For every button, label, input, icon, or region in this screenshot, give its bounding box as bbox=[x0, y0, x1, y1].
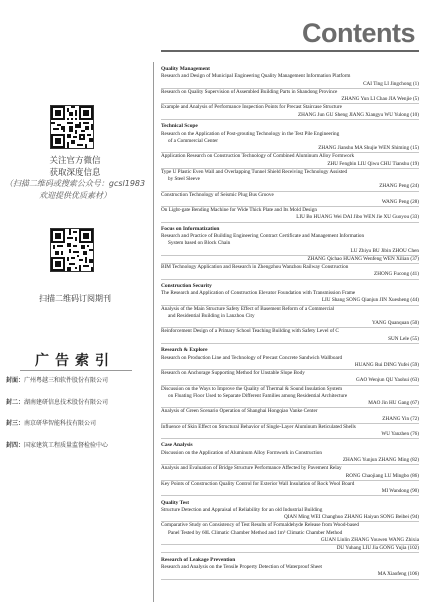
toc-entry bbox=[161, 207, 419, 223]
toc-entry-authors: MI Wandong (90) bbox=[161, 488, 419, 496]
toc-entry bbox=[161, 370, 419, 386]
wechat-qr-code bbox=[50, 105, 94, 149]
toc-entry bbox=[161, 450, 419, 466]
toc-section-title: Research & Explore bbox=[161, 347, 208, 354]
toc-entry-title: by Steel Sleeve bbox=[168, 176, 200, 182]
toc-entry-title: Panel Tested by 60L Climatic Chamber Method and 1m³ Climatic Chamber Method bbox=[168, 529, 343, 536]
toc-entry-authors: HUANG Rui DING Yufei (59) bbox=[161, 362, 419, 370]
toc-entry-title: Key Points of Construction Quality Control for Exterior Wall Insulation of Rock Wool Board bbox=[161, 480, 355, 487]
toc-entry-title: Analysis and Evaluation of Bridge Structure Performance Affected by Pavement Relay bbox=[161, 465, 342, 472]
ad-index-title: 广告索引 bbox=[35, 353, 115, 369]
ad-entry bbox=[6, 418, 152, 440]
toc-entry-authors: LU Zhiyu BU Jibin ZHOU Chen bbox=[161, 248, 419, 256]
toc-entry-authors: GAO Wenjun QU Yaohui (63) bbox=[161, 377, 419, 385]
ad-company: 南京研华智能科技有限公司 bbox=[24, 420, 97, 427]
toc-entry bbox=[161, 131, 419, 154]
toc-entry-title: Application Research on Construction Technology of Combined Aluminum Alloy Formwork bbox=[161, 153, 355, 160]
ad-index-divider bbox=[20, 370, 132, 371]
toc-entry-title: On Light-gate Bending Machine for Wide Thick Plate and Its Mold Design bbox=[161, 207, 317, 213]
toc-entry bbox=[161, 169, 419, 192]
toc-entry-title: on Floating Floor Used to Separate Different Families among Residential Architecture bbox=[168, 392, 348, 399]
toc-entry bbox=[161, 290, 419, 306]
toc-entry bbox=[161, 507, 419, 523]
toc-section-title: Quality Management bbox=[161, 66, 210, 72]
ad-entry bbox=[6, 440, 152, 462]
toc-entry bbox=[161, 481, 419, 497]
toc-entry-title: Construction Technology of Seismic Plug Bus Groove bbox=[161, 191, 274, 198]
toc-entry bbox=[161, 264, 419, 280]
toc-entry bbox=[161, 424, 419, 440]
toc-entry-title: Analysis of the Main Structure Safety Effect of Basement Reform of a Commercial bbox=[161, 305, 335, 312]
toc-section-title: Case Analysis bbox=[161, 442, 193, 449]
column-divider bbox=[153, 62, 154, 602]
toc-entry-authors: QIAN Ming WEI Changhuo ZHANG Haiyan SONG Beibei (94) bbox=[161, 514, 419, 522]
toc-entry-title: Research and Analysis on the Tensile Property Detection of Waterproof Sheet bbox=[161, 564, 322, 571]
left-sidebar bbox=[0, 0, 150, 609]
ad-company: 广州粤越三和软件股份有限公司 bbox=[24, 377, 109, 384]
toc-entry-title: Structure Detection and Appraisal of Reliability for an old Industrial Building bbox=[161, 506, 323, 513]
toc-entry-authors: ZHANG Yunjun ZHANG Ming (82) bbox=[161, 457, 419, 465]
ad-entry bbox=[6, 397, 152, 419]
toc-entry-authors: ZHANG Jianshu MA Shujie WEN Shiming (15) bbox=[161, 145, 419, 153]
toc-entry-title: Type U Plastic Even Wall and Overlapping Tunnel Shield Receiving Technology Assisted bbox=[161, 168, 348, 175]
toc-entry-authors: ZHANG Jun GU Sheng JIANG Xiangyu WU Yulong (10) bbox=[161, 112, 419, 120]
toc-entry bbox=[161, 328, 419, 344]
toc-entry-authors: GUAN Linlin ZHANG Youwen WANG Zhixia bbox=[161, 537, 419, 545]
toc-entry bbox=[161, 104, 419, 120]
toc-entry-title: Discussion on the Application of Aluminum Alloy Formwork in Construction bbox=[161, 449, 322, 456]
toc-entry-authors: CAI Ting LI Jingchong (1) bbox=[161, 81, 419, 89]
toc-entry bbox=[161, 192, 419, 208]
toc-entry-title: Example and Analysis of Performance Inspection Points for Precast Staircase Structure bbox=[161, 104, 342, 111]
toc-entry-authors: ZHANG Yun LI Chao JIA Wenjie (5) bbox=[161, 96, 419, 104]
table-of-contents bbox=[161, 66, 419, 580]
toc-entry bbox=[161, 233, 419, 264]
toc-entry-title: and Residential Building in Lanzhou City bbox=[168, 312, 255, 319]
toc-entry-title: Influence of Skin Effect on Structural Behavior of Single-Layer Aluminum Reticulated Shells bbox=[161, 423, 356, 430]
toc-entry-title: Research and Practice of Building Engineering Contract Certificate and Management Information bbox=[161, 233, 365, 240]
toc-entry-title: Comparative Study on Consistency of Test Results of Formaldehyde Release from Wood-based bbox=[161, 522, 359, 529]
ad-index-list bbox=[6, 375, 152, 461]
subscribe-qr-code bbox=[50, 228, 94, 272]
wechat-caption-line-1: 关注官方微信 bbox=[49, 156, 101, 166]
toc-entry-authors: ZHANG Qichao HUANG Wenfeng WEN Xilian (37) bbox=[161, 256, 419, 264]
toc-entry-title: Research on Anchorage Supporting Method for Unstable Slope Body bbox=[161, 370, 305, 377]
toc-entry-authors: LIU Bo HUANG Wei DAI Jibo WEN Jie XU Guoyou (33) bbox=[161, 214, 419, 222]
contents-panel bbox=[161, 0, 419, 609]
toc-entry-title: Research on Production Line and Technology of Precast Concrete Sandwich Wallboard bbox=[161, 354, 343, 361]
toc-entry-authors: DU Yuhang LIU Jia GONG Yujia (102) bbox=[161, 545, 419, 553]
toc-entry-authors: WU Yanzhen (76) bbox=[161, 431, 419, 439]
toc-entry-title: Analysis of Green Scenario Operation of Shanghai Hongqiao Vanke Center bbox=[161, 408, 318, 415]
toc-entry-title: of a Commercial Center bbox=[168, 137, 218, 144]
toc-entry-authors: MAO Jin HU Gang (67) bbox=[161, 400, 419, 408]
wechat-caption bbox=[0, 155, 150, 179]
toc-entry-title: The Research and Application of Construction Elevator Foundation with Transmission Frame bbox=[161, 290, 356, 297]
contents-heading: Contents bbox=[302, 18, 415, 48]
wechat-caption-line-2: 获取深度信息 bbox=[49, 168, 101, 178]
ad-entry bbox=[6, 375, 152, 397]
contents-rule bbox=[161, 50, 419, 52]
wechat-hint-line-1: （扫描二维码或搜索公众号：gcsl1983 bbox=[4, 179, 146, 188]
toc-entry bbox=[161, 153, 419, 169]
toc-entry-title: System based on Block Chain bbox=[168, 240, 231, 247]
wechat-hint-line-2: 欢迎提供优质素材） bbox=[39, 191, 111, 200]
ad-position: 封四： bbox=[6, 441, 25, 449]
toc-section-title: Research of Leakage Prevention bbox=[161, 556, 236, 563]
toc-entry bbox=[161, 465, 419, 481]
toc-entry-authors: LIU Shang SONG Qianjun JIN Xuesheng (44) bbox=[161, 297, 419, 305]
toc-entry-authors: SUN Lele (55) bbox=[161, 336, 419, 344]
toc-entry bbox=[161, 386, 419, 409]
toc-section-title: Construction Security bbox=[161, 282, 212, 289]
toc-entry-authors: MA Xiaofeng (106) bbox=[161, 571, 419, 579]
ad-position: 封二： bbox=[6, 398, 25, 406]
toc-entry-authors: YANG Quanquan (50) bbox=[161, 320, 419, 328]
toc-entry-title: BIM Technology Application and Research in Zhengzhou Wanzhou Railway Construction bbox=[161, 264, 349, 271]
toc-section-title: Technical Scope bbox=[161, 123, 198, 130]
toc-entry-title: Research and Design of Municipal Engineering Quality Management Information Platform bbox=[161, 73, 351, 80]
toc-section-title: Quality Test bbox=[161, 499, 190, 506]
subscribe-caption: 扫描二维码订阅期刊 bbox=[39, 294, 111, 303]
toc-entry-title: Research on the Application of Post-grouting Technology in the Test Pile Engineering bbox=[161, 130, 340, 137]
toc-entry-title: Discussion on the Ways to Improve the Quality of Thermal & Sound Insulation System bbox=[161, 385, 343, 392]
toc-entry bbox=[161, 306, 419, 329]
toc-entry bbox=[161, 522, 419, 553]
toc-entry-authors: ZHANG Peng (24) bbox=[161, 183, 419, 191]
toc-section-title: Focus on Informatization bbox=[161, 225, 220, 232]
toc-entry-authors: RONG Chaojiang LU Mingbo (86) bbox=[161, 473, 419, 481]
toc-entry bbox=[161, 89, 419, 105]
toc-entry-title: Research on Quality Supervision of Assembled Building Parts in Shandong Province bbox=[161, 88, 338, 95]
toc-entry-title: Reinforcement Design of a Primary School Teaching Building with Safety Level of C bbox=[161, 328, 339, 335]
toc-entry-authors: WANG Peng (28) bbox=[161, 199, 419, 207]
toc-entry bbox=[161, 408, 419, 424]
toc-entry bbox=[161, 564, 419, 580]
toc-entry bbox=[161, 355, 419, 371]
toc-entry-authors: ZHANG Yin (72) bbox=[161, 416, 419, 424]
ad-company: 国家建筑工程质量监督检验中心 bbox=[24, 441, 109, 449]
toc-entry bbox=[161, 73, 419, 89]
toc-entry-authors: ZHONG Fucong (41) bbox=[161, 271, 419, 279]
ad-position: 封面： bbox=[6, 377, 25, 384]
ad-company: 湖南建研信息技术股份有限公司 bbox=[24, 398, 109, 406]
wechat-hint bbox=[0, 178, 150, 202]
toc-entry-authors: ZHU Fengbin LIU Qiwu CHU Tianshu (19) bbox=[161, 161, 419, 169]
ad-position: 封三： bbox=[6, 420, 25, 427]
